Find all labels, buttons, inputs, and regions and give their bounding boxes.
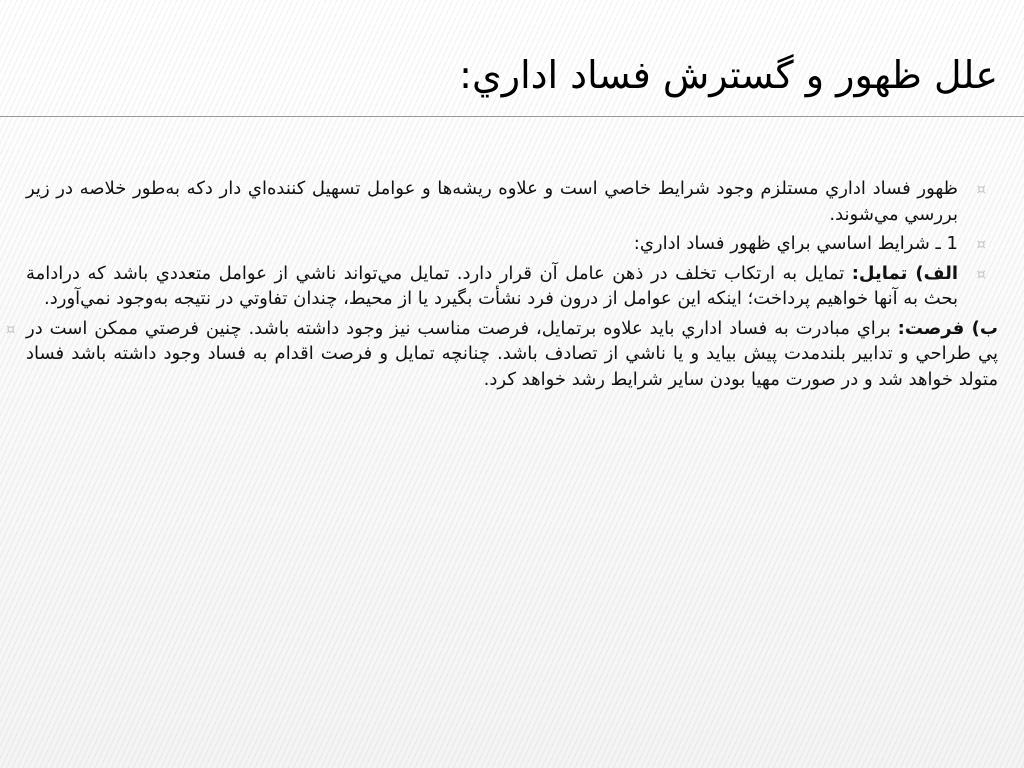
title-divider <box>0 116 1024 117</box>
slide-title: علل ظهور و گسترش فساد اداري: <box>459 53 998 97</box>
paragraph-opportunity-text: براي مبادرت به فساد اداري بايد علاوه برتمايل، فرصت مناسب نيز وجود داشته باشد. چنين فرصتي ممكن است در پي طراحي و تدابير بلندمدت پيش بيايد و يا ناشي از تصادف باشد. چنانچه تمايل و فرصت اقدام به فساد وجود داشته باشد فساد متولد خواهد شد و در صورت مهيا بودن ساير شرايط رشد خواهد كرد. <box>26 317 998 390</box>
paragraph-opportunity <box>6 316 998 393</box>
slide-content <box>6 176 998 396</box>
paragraph-opportunity-lead: ب) فرصت: <box>897 317 998 339</box>
paragraph-desire <box>26 261 998 312</box>
bullet-icon: ¤ <box>6 319 16 338</box>
bullet-icon: ¤ <box>976 264 986 283</box>
bullet-icon: ¤ <box>976 235 986 253</box>
paragraph-desire-lead: الف) تمايل: <box>851 262 958 284</box>
paragraph-intro <box>26 176 998 227</box>
paragraph-intro-text: ظهور فساد اداري مستلزم وجود شرايط خاصي است و علاوه ريشه‌ها و عوامل تسهيل كننده‌اي دار دكه به‌طور خلاصه در زير بررسي مي‌شوند. <box>26 178 958 225</box>
bullet-icon: ¤ <box>976 180 986 198</box>
paragraph-heading-conditions <box>26 231 998 257</box>
paragraph-heading-conditions-text: 1 ـ شرايط اساسي براي ظهور فساد اداري: <box>633 233 958 254</box>
paragraph-desire-text: تمايل به ارتكاب تخلف در ذهن عامل آن قرار دارد. تمايل مي‌تواند ناشي از عوامل متعددي باشد كه درادامة بحث به آنها خواهيم پرداخت؛ اينكه اين عوامل از درون فرد نشأت بگيرد يا از محيط، چندان تفاوتي در نتيجه به‌وجود نمي‌آورد. <box>26 262 958 309</box>
